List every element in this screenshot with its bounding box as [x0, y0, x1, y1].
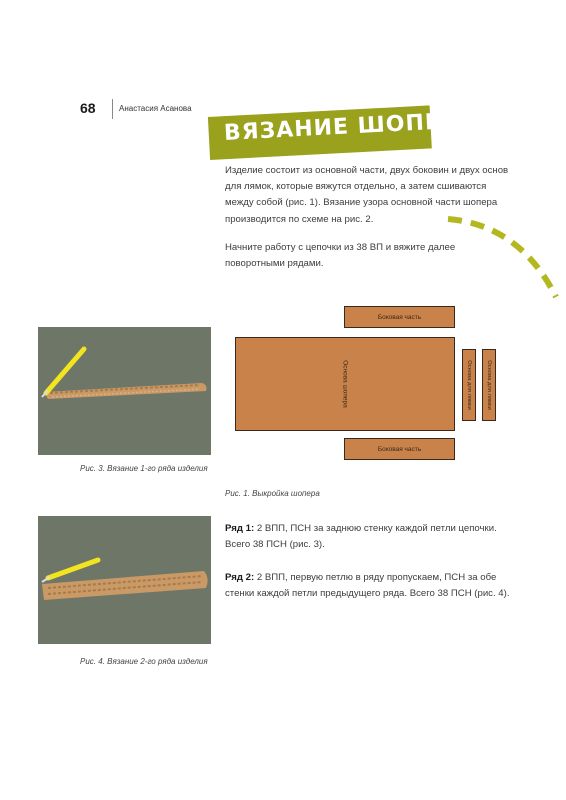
strap-piece-2-label: Основа для лямки [486, 360, 492, 410]
figure-3-caption: Рис. 3. Вязание 1-го ряда изделия [80, 464, 208, 473]
main-body-label: Основа шопера [341, 360, 349, 408]
row-2-text: 2 ВПП, первую петлю в ряду пропускаем, ПСН за обе стенки каждой петли предыдущего ряда. Всего 38 ПСН (рис. 4). [225, 572, 510, 600]
figure-4-caption: Рис. 4. Вязание 2-го ряда изделия [80, 657, 208, 666]
intro-paragraph: Изделие состоит из основной части, двух боковин и двух основ для лямок, которые вяжутся отдельно, а затем сшиваются между собой (рис. 1). Вязание узора основной части шопера производится по схеме на рис. 2. [225, 165, 509, 225]
row-2-instruction [225, 570, 510, 602]
row-2-label: Ряд 2: [225, 572, 255, 583]
row-1-instruction [225, 521, 510, 553]
row-1-text: 2 ВПП, ПСН за заднюю стенку каждой петли цепочки. Всего 38 ПСН (рис. 3). [225, 523, 497, 551]
side-piece-top-label: Боковая часть [377, 313, 422, 321]
side-piece-top [344, 306, 455, 328]
side-piece-bottom [344, 438, 455, 460]
page-title: ВЯЗАНИЕ ШОПЕРА [223, 107, 477, 146]
figure-4-photo [38, 516, 211, 644]
side-piece-bottom-label: Боковая часть [377, 445, 422, 453]
figure-1-caption: Рис. 1. Выкройка шопера [225, 489, 320, 498]
strap-piece-2 [482, 349, 496, 421]
crochet-row-1-image [38, 327, 211, 455]
author-name: Анастасия Асанова [119, 104, 192, 113]
start-paragraph: Начните работу с цепочки из 38 ВП и вяжите далее поворотными рядами. [225, 242, 456, 270]
crochet-row-2-image [38, 516, 211, 644]
header-divider [112, 99, 113, 119]
row-1-label: Ряд 1: [225, 523, 255, 534]
watermark: PassionForum.ru [475, 776, 552, 787]
page-number: 68 [80, 100, 96, 116]
strap-piece-1 [462, 349, 476, 421]
strap-piece-1-label: Основа для лямки [466, 360, 472, 410]
figure-3-photo [38, 327, 211, 455]
main-body-piece [235, 337, 455, 431]
